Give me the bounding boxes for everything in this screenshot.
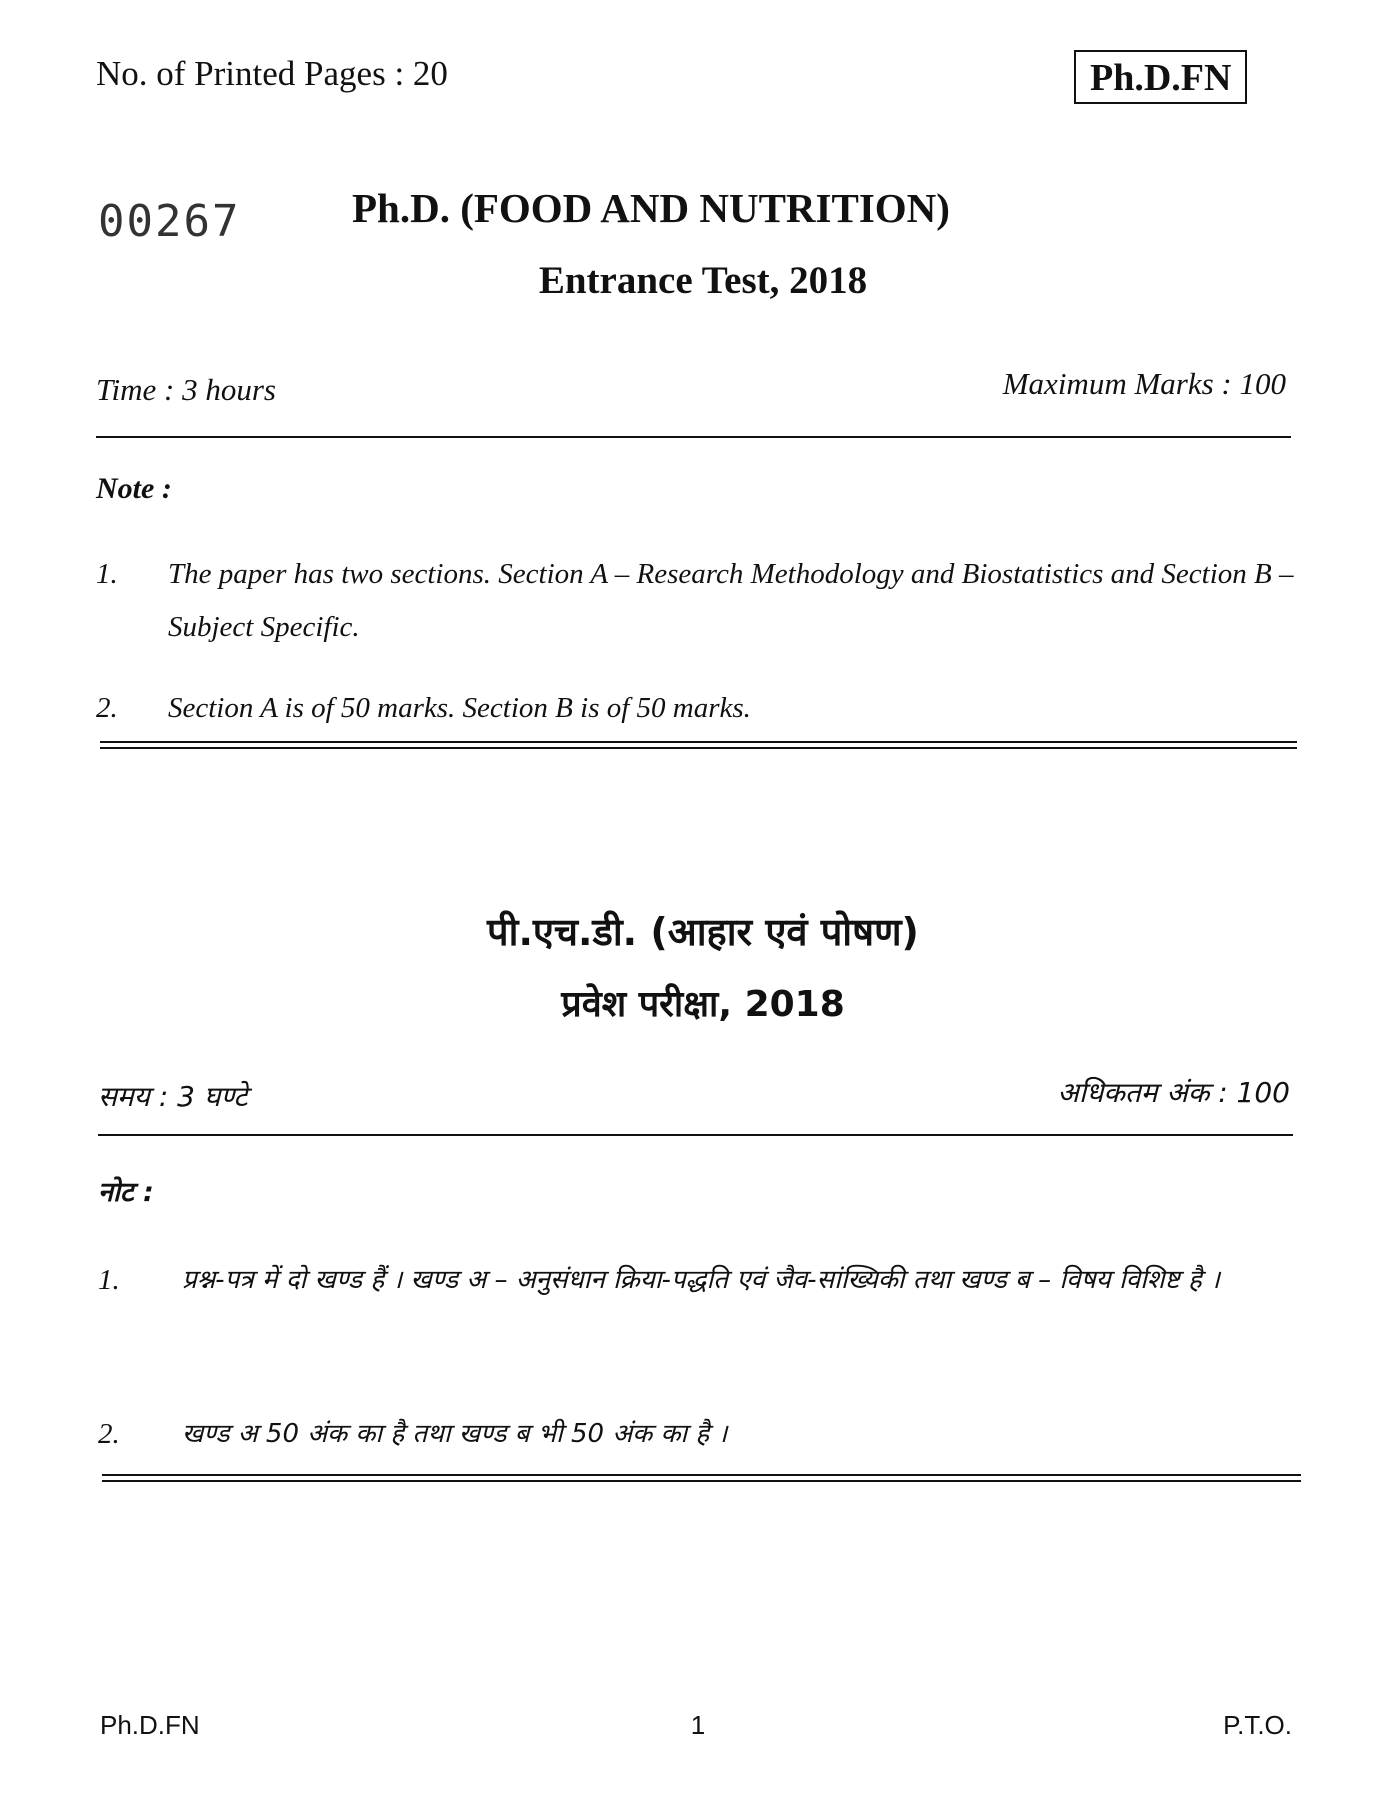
hindi-title: पी.एच.डी. (आहार एवं पोषण) xyxy=(487,910,919,954)
note-item-number: 2. xyxy=(96,692,118,724)
note-item-text: खण्ड अ 50 अंक का है तथा खण्ड ब भी 50 अंक का है । xyxy=(182,1419,728,1449)
page-number: 1 xyxy=(690,1710,706,1740)
divider-rule xyxy=(98,1134,1293,1136)
hindi-note-item xyxy=(98,1406,1300,1462)
note-item xyxy=(96,682,1296,735)
footer-paper-code: Ph.D.FN xyxy=(100,1710,200,1740)
hindi-note-item xyxy=(98,1252,1300,1308)
section-double-rule xyxy=(102,1474,1301,1482)
page-title: Ph.D. (FOOD AND NUTRITION) xyxy=(352,185,950,231)
time-allowed: Time : 3 hours xyxy=(96,372,276,407)
printed-pages: No. of Printed Pages : 20 xyxy=(96,54,448,93)
paper-code-box: Ph.D.FN xyxy=(1074,50,1247,104)
divider-rule xyxy=(96,436,1291,438)
pto-label: P.T.O. xyxy=(1223,1710,1292,1740)
serial-number: 00267 xyxy=(98,196,241,247)
section-double-rule xyxy=(100,741,1297,749)
note-label: Note : xyxy=(96,472,172,505)
note-item-number: 1. xyxy=(96,558,118,590)
maximum-marks: Maximum Marks : 100 xyxy=(1002,366,1286,401)
hindi-maximum-marks: अधिकतम अंक : 100 xyxy=(1057,1076,1290,1109)
note-item-text: प्रश्न-पत्र में दो खण्ड हैं । खण्ड अ – अनुसंधान क्रिया-पद्धति एवं जैव-सांख्यिकी तथा खण्ड ब – विषय विशिष्ट है । xyxy=(182,1265,1220,1295)
hindi-time-allowed: समय : 3 घण्टे xyxy=(98,1080,248,1113)
note-item-text: The paper has two sections. Section A – Research Methodology and Biostatistics and Section B – Subject Specific. xyxy=(168,558,1294,643)
note-item-number: 2. xyxy=(98,1418,120,1450)
note-item-number: 1. xyxy=(98,1264,120,1296)
hindi-subtitle: प्रवेश परीक्षा, 2018 xyxy=(561,984,845,1025)
hindi-note-label: नोट : xyxy=(98,1177,154,1208)
page-subtitle: Entrance Test, 2018 xyxy=(538,259,868,302)
note-item xyxy=(96,548,1296,654)
note-item-text: Section A is of 50 marks. Section B is of 50 marks. xyxy=(168,692,751,724)
